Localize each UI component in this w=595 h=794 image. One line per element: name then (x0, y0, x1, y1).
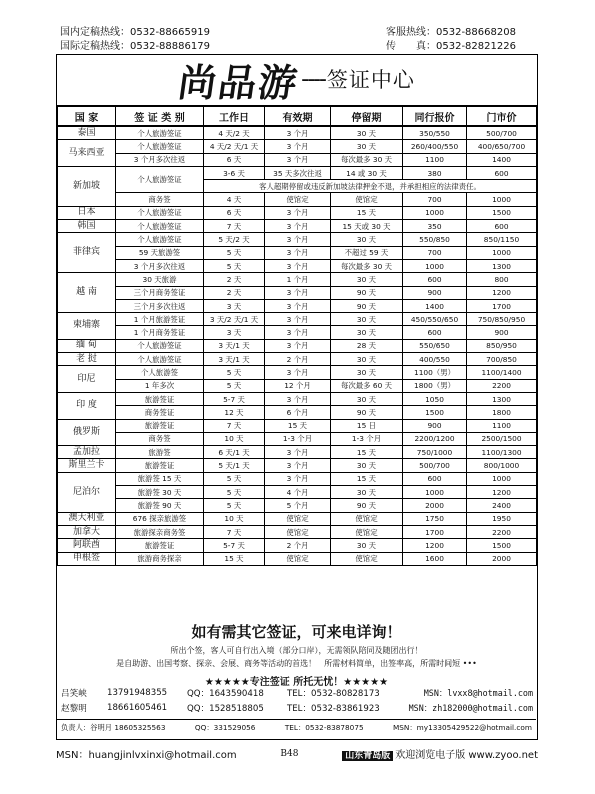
table-cell: 30 天 (331, 539, 403, 552)
table-row (58, 539, 537, 552)
site-text: 欢迎浏览电子版 www.zyoo.net (395, 750, 538, 761)
table-cell: 1600 (403, 552, 467, 565)
responsible-name: 负责人：谷明月 18605325563 (61, 723, 166, 732)
table-row (58, 286, 537, 299)
table-cell: 30 天 (331, 140, 403, 153)
table-cell: 使馆定 (331, 193, 403, 206)
table-cell: 1800（男） (403, 379, 467, 392)
table-cell: 3 天/1 天 (204, 353, 265, 366)
table-cell: 5 天 (204, 366, 265, 379)
country-cell: 印 度 (58, 392, 116, 419)
table-row (58, 326, 537, 339)
table-cell: 800/1000 (467, 459, 537, 472)
table-cell: 2 天 (204, 273, 265, 286)
table-row (58, 419, 537, 432)
table-cell: 3 个月 (265, 153, 331, 166)
table-cell: 1950 (467, 512, 537, 525)
table-cell: 1 个月 (265, 273, 331, 286)
table-cell: 6 天/1 天 (204, 446, 265, 459)
table-cell: 1300 (467, 259, 537, 272)
fax-number: 传 真：0532-82821226 (386, 41, 516, 52)
table-cell: 旅游签 90 天 (116, 499, 204, 512)
table-cell: 5 天 (204, 486, 265, 499)
table-body (58, 126, 537, 565)
table-cell: 30 天 (331, 326, 403, 339)
table-cell: 1700 (403, 525, 467, 538)
table-cell: 每次最多 60 天 (331, 379, 403, 392)
international-hotline: 国际定稿热线：0532-88886179 (60, 41, 210, 52)
table-cell: 400/550 (403, 353, 467, 366)
table-cell: 旅游商务探亲 (116, 552, 204, 565)
country-cell: 缅 甸 (58, 339, 116, 352)
table-cell: 5 天 (204, 246, 265, 259)
promo-footer (57, 617, 536, 688)
table-cell: 380 (403, 166, 467, 179)
table-cell: 1100/1400 (467, 366, 537, 379)
table-cell: 3 个月 (265, 126, 331, 140)
table-row (58, 339, 537, 352)
responsible-tel: TEL：0532-83878075 (284, 723, 364, 732)
table-cell: 30 天 (331, 233, 403, 246)
country-cell: 柬埔寨 (58, 313, 116, 340)
table-cell: 30 天 (331, 392, 403, 405)
table-cell: 900 (403, 419, 467, 432)
country-cell: 韩国 (58, 220, 116, 233)
table-cell: 350/550 (403, 126, 467, 140)
table-cell: 90 天 (331, 499, 403, 512)
promo-slogan: ★★★★★专注签证 所托无忧！★★★★★ (204, 677, 389, 688)
column-header: 国 家 (58, 106, 116, 126)
column-header: 门市价 (467, 106, 537, 126)
service-hotline: 客服热线：0532-88668208 (386, 27, 516, 38)
table-cell: 7 天 (204, 220, 265, 233)
table-cell: 1200 (467, 486, 537, 499)
contact-qq: QQ：1643590418 (187, 688, 264, 699)
table-cell: 商务签 (116, 432, 204, 445)
table-cell: 2500/1500 (467, 432, 537, 445)
table-row (58, 525, 537, 538)
contact-row (61, 685, 533, 700)
column-header: 工作日 (204, 106, 265, 126)
contact-list (61, 685, 533, 715)
table-cell: 1100 (467, 419, 537, 432)
table-cell: 4 天/2 天 (204, 126, 265, 140)
table-row (58, 206, 537, 219)
msn-label: MSN： (423, 687, 448, 698)
contact-tel: TEL：0532-83861923 (287, 703, 380, 714)
table-row (58, 406, 537, 419)
table-cell: 30 天 (331, 313, 403, 326)
hotline-header (60, 26, 536, 54)
table-cell: 旅游签证 (116, 539, 204, 552)
table-row (58, 233, 537, 246)
table-cell: 30 天旅游 (116, 273, 204, 286)
country-cell: 加拿大 (58, 525, 116, 538)
contact-msn (402, 687, 533, 699)
table-cell: 3 天 (204, 299, 265, 312)
table-cell: 个人旅游签证 (116, 233, 204, 246)
table-cell: 600 (467, 220, 537, 233)
table-cell: 2200 (467, 379, 537, 392)
table-row (58, 512, 537, 525)
country-cell: 印尼 (58, 366, 116, 393)
table-cell: 400/650/700 (467, 140, 537, 153)
contact-phone: 18661605461 (107, 702, 168, 713)
table-cell: 个人旅游签证 (116, 339, 204, 352)
table-cell: 1500 (467, 206, 537, 219)
table-row (58, 126, 537, 140)
table-cell: 3 个月 (265, 206, 331, 219)
contact-msn (402, 702, 533, 714)
table-row (58, 432, 537, 445)
country-cell: 孟加拉 (58, 446, 116, 459)
table-cell: 30 天 (331, 366, 403, 379)
table-cell: 2000 (467, 552, 537, 565)
table-cell: 500/700 (467, 126, 537, 140)
contact-name: 赵黎明 (61, 703, 87, 714)
table-cell: 2400 (467, 499, 537, 512)
table-cell: 15 日 (331, 419, 403, 432)
table-row (58, 220, 537, 233)
table-cell: 3 个月 (265, 339, 331, 352)
table-cell: 5-7 天 (204, 392, 265, 405)
table-cell: 1000 (467, 193, 537, 206)
contact-row (61, 700, 533, 715)
table-row (58, 353, 537, 366)
table-cell: 3 个月 (265, 446, 331, 459)
table-cell: 90 天 (331, 299, 403, 312)
table-cell: 15 天或 30 天 (331, 220, 403, 233)
country-cell: 泰国 (58, 126, 116, 140)
table-cell: 3 个月 (265, 286, 331, 299)
domestic-hotline: 国内定稿热线：0532-88665919 (60, 27, 210, 38)
country-cell: 俄罗斯 (58, 419, 116, 446)
table-cell: 3 个月 (265, 459, 331, 472)
column-header: 同行报价 (403, 106, 467, 126)
table-cell: 7 天 (204, 419, 265, 432)
table-cell: 1200 (467, 286, 537, 299)
table-cell: 7 天 (204, 525, 265, 538)
table-cell: 个人旅游签证 (116, 166, 204, 193)
table-cell: 30 天 (331, 486, 403, 499)
table-row (58, 259, 537, 272)
brand-dash: ---- (301, 66, 325, 92)
table-row (58, 472, 537, 485)
table-cell: 10 天 (204, 512, 265, 525)
table-cell: 旅游探亲商务签 (116, 525, 204, 538)
responsible-qq: QQ：331529056 (194, 723, 256, 732)
table-cell: 个人旅游签证 (116, 220, 204, 233)
table-cell: 旅游签证 (116, 459, 204, 472)
table-cell: 1000 (467, 246, 537, 259)
table-cell: 3 个月 (265, 140, 331, 153)
table-cell: 2 个月 (265, 353, 331, 366)
table-cell: 1200 (403, 539, 467, 552)
table-cell: 30 天 (331, 273, 403, 286)
table-cell: 1400 (467, 153, 537, 166)
country-cell: 菲律宾 (58, 233, 116, 273)
table-cell: 59 天旅游签 (116, 246, 204, 259)
table-cell: 1 个月旅游签证 (116, 313, 204, 326)
table-cell: 450/550/650 (403, 313, 467, 326)
country-cell: 尼泊尔 (58, 472, 116, 512)
table-cell: 4 个月 (265, 486, 331, 499)
table-cell: 3 个月多次往返 (116, 259, 204, 272)
table-cell: 90 天 (331, 286, 403, 299)
table-cell: 3 个月 (265, 392, 331, 405)
table-cell: 90 天 (331, 406, 403, 419)
table-row (58, 379, 537, 392)
table-cell: 商务签证 (116, 406, 204, 419)
footer-msn: MSN：huangjinlvxinxi@hotmail.com (56, 750, 237, 761)
table-cell: 旅游签 (116, 446, 204, 459)
country-cell: 斯里兰卡 (58, 459, 116, 472)
country-cell: 新加坡 (58, 166, 116, 206)
table-cell: 700/850 (467, 353, 537, 366)
table-row (58, 499, 537, 512)
table-cell: 1-3 个月 (331, 432, 403, 445)
responsible-person-line (57, 719, 536, 733)
column-header: 停留期 (331, 106, 403, 126)
table-cell: 1100/1300 (467, 446, 537, 459)
table-cell: 3 天 (204, 326, 265, 339)
msn-address: lvxx8@hotmail.com (447, 687, 533, 698)
table-cell: 6 天 (204, 153, 265, 166)
table-cell: 4 天/2 天/1 天 (204, 140, 265, 153)
brand-subtitle: 签证中心 (326, 68, 415, 92)
brand-logo: 尚品游 (175, 59, 302, 105)
table-cell: 2 个月 (265, 539, 331, 552)
table-cell: 3 天/1 天 (204, 339, 265, 352)
table-cell: 14 或 30 天 (331, 166, 403, 179)
table-cell: 10 天 (204, 432, 265, 445)
table-cell: 550/650 (403, 339, 467, 352)
table-cell: 12 个月 (265, 379, 331, 392)
table-cell: 旅游签证 (116, 419, 204, 432)
table-cell: 1000 (467, 472, 537, 485)
table-cell: 5 个月 (265, 499, 331, 512)
table-row (58, 246, 537, 259)
table-row (58, 153, 537, 166)
table-cell: 12 天 (204, 406, 265, 419)
table-cell: 1700 (467, 299, 537, 312)
column-header: 签 证 类 别 (116, 106, 204, 126)
table-cell: 700 (403, 193, 467, 206)
table-cell: 15 天 (331, 206, 403, 219)
table-cell: 3 个月 (265, 366, 331, 379)
table-cell: 1050 (403, 392, 467, 405)
table-cell: 旅游签 30 天 (116, 486, 204, 499)
table-cell: 商务签 (116, 193, 204, 206)
table-cell: 1750 (403, 512, 467, 525)
table-cell: 15 天 (265, 419, 331, 432)
page-footer (56, 746, 538, 761)
table-cell: 3 天/2 天/1 天 (204, 313, 265, 326)
table-cell: 30 天 (331, 126, 403, 140)
table-cell: 个人旅游签证 (116, 126, 204, 140)
table-cell: 3 个月多次往返 (116, 153, 204, 166)
advert-frame (56, 54, 538, 740)
table-cell: 3 个月 (265, 299, 331, 312)
table-cell: 使馆定 (331, 525, 403, 538)
table-cell: 15 天 (331, 472, 403, 485)
table-row (58, 459, 537, 472)
table-cell: 使馆定 (331, 512, 403, 525)
table-cell: 1800 (467, 406, 537, 419)
table-cell: 使馆定 (265, 552, 331, 565)
deposit-note: 客人超期停留或违反新加坡法律押金不退，并承担相应的法律责任。 (204, 180, 537, 193)
table-cell: 1500 (403, 406, 467, 419)
table-cell: 600 (467, 166, 537, 179)
table-cell: 3 个月 (265, 246, 331, 259)
country-cell: 澳大利亚 (58, 512, 116, 525)
table-cell: 个人旅游签证 (116, 206, 204, 219)
table-cell: 个人旅游签证 (116, 353, 204, 366)
table-row (58, 446, 537, 459)
responsible-msn: MSN：my13305429522@hotmail.com (393, 723, 532, 732)
table-cell: 每次最多 30 天 (331, 153, 403, 166)
table-cell: 900 (403, 286, 467, 299)
table-cell: 1100（男） (403, 366, 467, 379)
table-cell: 三个月多次往返 (116, 299, 204, 312)
table-cell: 1 个月商务签证 (116, 326, 204, 339)
table-cell: 30 天 (331, 459, 403, 472)
table-cell: 1000 (403, 259, 467, 272)
table-cell: 260/400/550 (403, 140, 467, 153)
table-cell: 1400 (403, 299, 467, 312)
table-cell: 700 (403, 246, 467, 259)
table-cell: 15 天 (331, 446, 403, 459)
table-cell: 个人旅游签证 (116, 140, 204, 153)
table-cell: 4 天 (204, 193, 265, 206)
table-cell: 676 探亲旅游签 (116, 512, 204, 525)
table-cell: 每次最多 30 天 (331, 259, 403, 272)
table-header-row (58, 106, 537, 126)
page-number: B48 (280, 748, 299, 759)
country-cell: 老 挝 (58, 353, 116, 366)
table-cell: 使馆定 (331, 552, 403, 565)
table-cell: 600 (403, 472, 467, 485)
table-row (58, 273, 537, 286)
table-cell: 30 天 (331, 353, 403, 366)
table-cell: 5 天 (204, 499, 265, 512)
country-cell: 阿联酋 (58, 539, 116, 552)
table-cell: 5-7 天 (204, 539, 265, 552)
inquiry-headline: 如有需其它签证，可来电详询！ (191, 623, 402, 641)
table-row (58, 299, 537, 312)
table-row (58, 486, 537, 499)
table-cell: 350 (403, 220, 467, 233)
contact-name: 吕笑峡 (61, 688, 87, 699)
table-cell: 600 (403, 326, 467, 339)
table-cell: 28 天 (331, 339, 403, 352)
table-cell: 1300 (467, 392, 537, 405)
contact-tel: TEL：0532-80828173 (287, 688, 380, 699)
table-row (58, 552, 537, 565)
contact-qq: QQ：1528518805 (187, 703, 264, 714)
table-cell: 5 天 (204, 259, 265, 272)
publisher-label: 山东青岛版 (342, 751, 393, 761)
table-cell: 2000 (403, 499, 467, 512)
table-cell: 不超过 59 天 (331, 246, 403, 259)
table-cell: 800 (467, 273, 537, 286)
table-cell: 2 天 (204, 286, 265, 299)
table-cell: 5 天/2 天 (204, 233, 265, 246)
contact-phone: 13791948355 (107, 687, 168, 698)
country-cell: 申根签 (58, 552, 116, 565)
table-cell: 3 个月 (265, 233, 331, 246)
msn-address: zh182000@hotmail.com (432, 702, 533, 713)
table-cell: 3 个月 (265, 472, 331, 485)
table-cell: 使馆定 (265, 512, 331, 525)
table-cell: 5 天 (204, 379, 265, 392)
table-cell: 5 天 (204, 472, 265, 485)
table-row (58, 313, 537, 326)
table-cell: 3 个月 (265, 326, 331, 339)
table-cell: 1500 (467, 539, 537, 552)
table-cell: 850/950 (467, 339, 537, 352)
table-row (58, 392, 537, 405)
promo-line-1: 所出个签，客人可自行出入境（部分口岸），无需领队陪同及随团出行！ (170, 646, 423, 655)
table-cell: 2200 (467, 525, 537, 538)
brand-header (57, 55, 537, 103)
table-cell: 1-3 个月 (265, 432, 331, 445)
table-cell: 900 (467, 326, 537, 339)
table-cell: 3 个月 (265, 259, 331, 272)
table-cell: 2200/1200 (403, 432, 467, 445)
country-cell: 越 南 (58, 273, 116, 313)
table-cell: 三个月商务签证 (116, 286, 204, 299)
table-cell: 3 个月 (265, 220, 331, 233)
msn-label: MSN： (408, 702, 433, 713)
column-header: 有效期 (265, 106, 331, 126)
table-cell: 750/850/950 (467, 313, 537, 326)
table-cell: 5 天/1 天 (204, 459, 265, 472)
publisher-block (342, 746, 538, 761)
table-cell: 个人旅游签 (116, 366, 204, 379)
table-cell: 1 年多次 (116, 379, 204, 392)
promo-line-2: 是自助游、出国考察、探亲、会展、商务等活动的首选！ 所需材料简单，出签率高，所需时间短 ••• (116, 659, 477, 668)
table-cell: 3 个月 (265, 313, 331, 326)
table-cell: 600 (403, 273, 467, 286)
table-cell: 850/1150 (467, 233, 537, 246)
table-row (58, 140, 537, 153)
table-cell: 15 天 (204, 552, 265, 565)
country-cell: 日本 (58, 206, 116, 219)
visa-price-table (57, 105, 537, 566)
table-cell: 使馆定 (265, 525, 331, 538)
table-cell: 6 个月 (265, 406, 331, 419)
table-cell: 1000 (403, 206, 467, 219)
table-cell: 6 天 (204, 206, 265, 219)
table-cell: 旅游签 15 天 (116, 472, 204, 485)
table-cell: 使馆定 (265, 193, 331, 206)
table-cell: 35 天多次往返 (265, 166, 331, 179)
table-cell: 750/1000 (403, 446, 467, 459)
table-cell: 1000 (403, 486, 467, 499)
table-cell: 旅游签证 (116, 392, 204, 405)
table-row (58, 193, 537, 206)
table-cell: 550/850 (403, 233, 467, 246)
table-cell: 3-6 天 (204, 166, 265, 179)
country-cell: 马来西亚 (58, 140, 116, 167)
table-cell: 500/700 (403, 459, 467, 472)
table-row (58, 166, 537, 179)
table-cell: 1100 (403, 153, 467, 166)
table-row (58, 366, 537, 379)
